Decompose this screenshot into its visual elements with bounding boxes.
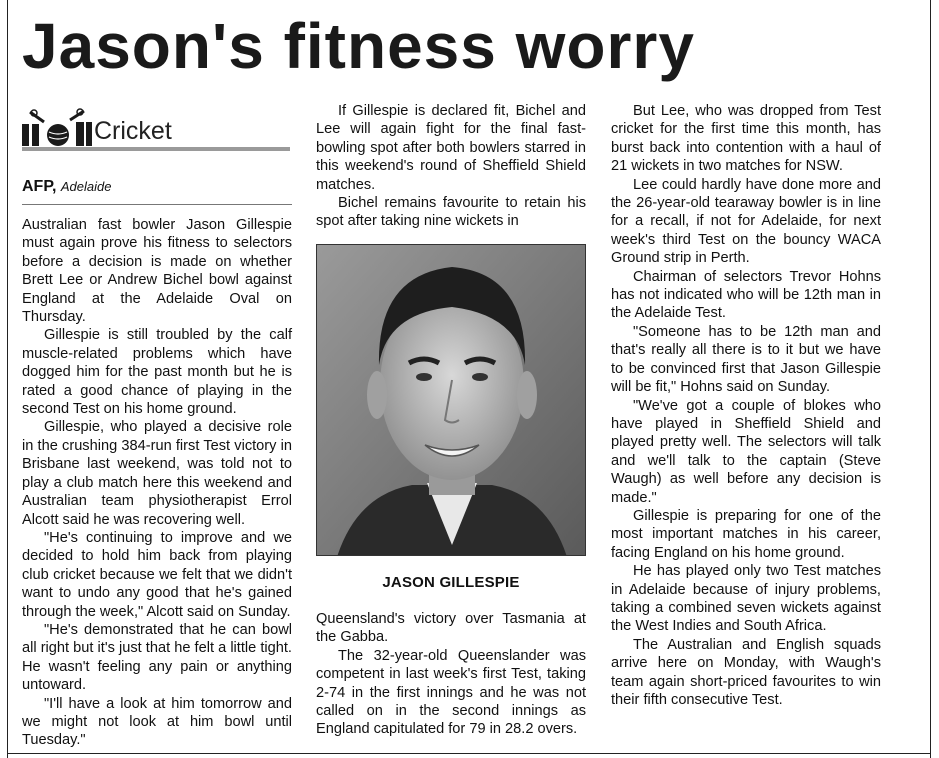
paragraph: Queensland's victory over Tasmania at the Gabba. [316, 611, 586, 646]
cricket-stumps-ball-icon [22, 108, 92, 148]
page-frame-bottom [7, 753, 931, 754]
paragraph: "I'll have a look at him tomorrow and we might not look at him bowl until Tuesday." [22, 695, 292, 749]
photo-caption: JASON GILLESPIE [382, 574, 520, 591]
article-column-1 [22, 216, 292, 750]
paragraph: Bichel remains favourite to retain his spot after taking nine wickets in [316, 195, 586, 230]
page-frame-right [930, 0, 931, 758]
paragraph: "Someone has to be 12th man and that's really all there is to it but we have to be convinced first that Jason Gillespie will be fit," Hohns said on Sunday. [611, 323, 881, 396]
byline-place: Adelaide [60, 179, 112, 194]
section-label: Cricket [94, 117, 172, 145]
paragraph: Gillespie is preparing for one of the most important matches in his career, facing England on his home ground. [611, 507, 881, 561]
article-column-3 [611, 102, 881, 709]
article-column-2-top [316, 102, 586, 231]
byline [22, 178, 292, 196]
paragraph: Australian fast bowler Jason Gillespie must again prove his fitness to selectors before a decision is made on whether Brett Lee or Andrew Bichel bowl against England at the Adelaide Oval on Thursday. [22, 217, 292, 326]
page-frame-left [7, 0, 8, 758]
paragraph: The 32-year-old Queenslander was competent in last week's first Test, taking 2-74 in the first innings and he was not called on in the second innings as England capitulated for 79 in 28.2 overs. [316, 647, 586, 738]
paragraph: "He's demonstrated that he can bowl all right but it's just that he felt a little tight. He wasn't feeling any pain or anything untoward. [22, 621, 292, 694]
paragraph: The Australian and English squads arrive here on Monday, with Waugh's team again short-priced favourites to win their fifth consecutive Test. [611, 636, 881, 708]
paragraph: But Lee, who was dropped from Test cricket for the first time this month, has burst back into contention with a haul of 21 wickets in two matches for NSW. [611, 103, 881, 175]
byline-rule [22, 204, 292, 205]
paragraph: Gillespie is still troubled by the calf muscle-related problems which have dogged him for the past month but he is rated a good chance of playing in the second Test on his home ground. [22, 327, 292, 418]
player-photo [316, 244, 586, 556]
byline-agency: AFP, [22, 178, 57, 195]
paragraph: Gillespie, who played a decisive role in the crushing 384-run first Test victory in Brisbane last weekend, was told not to play a club match here this weekend and Australian team physiotherapist Errol Alcott said he was recovering well. [22, 419, 292, 528]
headline: Jason's fitness worry [22, 10, 695, 82]
article-column-2-bottom [316, 610, 586, 739]
paragraph: Lee could hardly have done more and the 26-year-old tearaway bowler is in line for a recall, if not for Adelaide, for next week's third Test on the bouncy WACA Ground strip in Perth. [611, 176, 881, 267]
section-rule [22, 147, 290, 151]
paragraph: Chairman of selectors Trevor Hohns has not indicated who will be 12th man in the Adelaide Test. [611, 268, 881, 322]
portrait-image [317, 245, 586, 556]
paragraph: "We've got a couple of blokes who have played in Sheffield Shield and played pretty well. The selectors will talk and we'll talk to the captain (Steve Waugh) as well before any decision is made." [611, 397, 881, 506]
paragraph: He has played only two Test matches in Adelaide because of injury problems, taking a combined seven wickets against the West Indies and South Africa. [611, 563, 881, 635]
section-header [22, 108, 290, 152]
paragraph: "He's continuing to improve and we decided to hold him back from playing club cricket because we felt that we didn't want to undo any good that he's gained through the week," Alcott said on Sunday. [22, 529, 292, 620]
paragraph: If Gillespie is declared fit, Bichel and Lee will again fight for the final fast-bowling spot after both bowlers starred in this weekend's round of Sheffield Shield matches. [316, 103, 586, 193]
